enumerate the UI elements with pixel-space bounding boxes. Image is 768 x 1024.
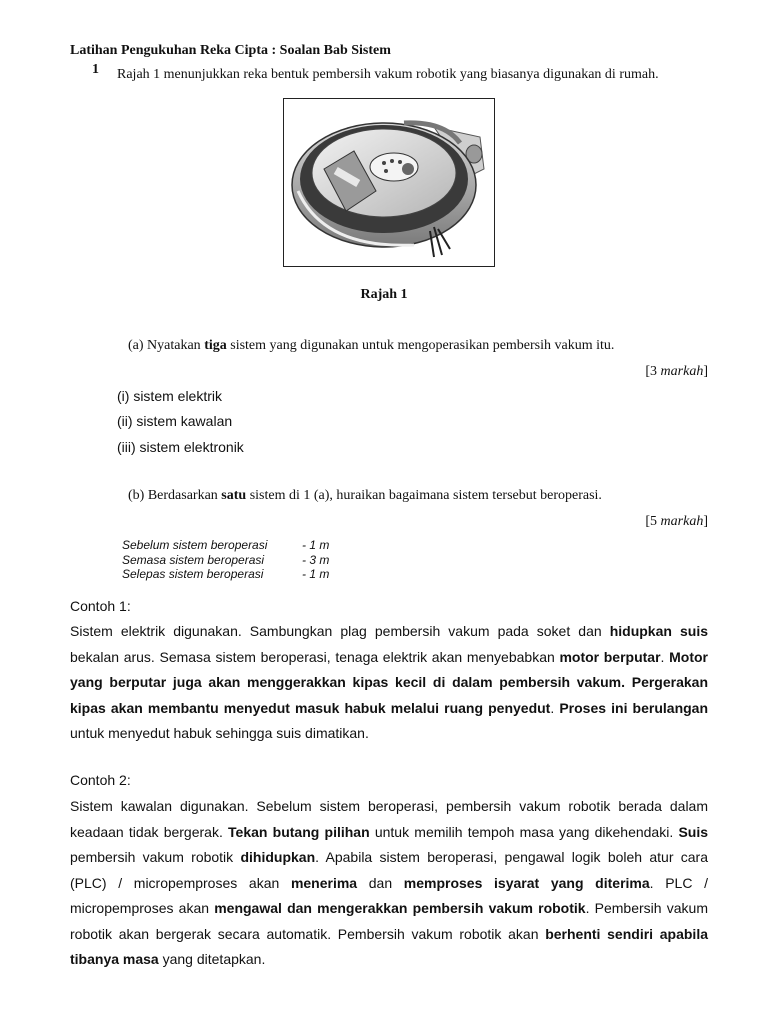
example-1-paragraph: [70, 619, 708, 747]
part-a-marks: [3 markah]: [645, 364, 708, 379]
bold-text: menerima: [290, 874, 358, 891]
question-number: 1: [92, 62, 99, 77]
bold-text: Motor yang berputar juga akan menggerakkan kipas kecil di dalam pembersih vakum. Pergerakan kipas akan membantu menyedut masuk habuk melalui ruang penyedut: [70, 648, 708, 716]
bold-text: Suis: [678, 823, 709, 840]
bold-text: mengawal dan mengerakkan pembersih vakum robotik: [214, 900, 586, 916]
text-segment: untuk memilih tempoh masa yang dikehendaki.: [369, 823, 679, 840]
guide-row: Semasa sistem beroperasi - 3 m: [122, 552, 330, 567]
example-2-heading: Contoh 2:: [70, 772, 131, 788]
text-segment: Sistem elektrik digunakan. Sambungkan plag pembersih vakum pada soket dan: [70, 623, 610, 639]
bold-text: hidupkan suis: [609, 623, 708, 639]
figure-frame: [283, 98, 495, 267]
page-title: Latihan Pengukuhan Reka Cipta : Soalan Bab Sistem: [70, 43, 391, 58]
example-1-heading: Contoh 1:: [70, 598, 131, 614]
text-segment: Sistem kawalan digunakan. Sebelum sistem beroperasi, pembersih vakum robotik berada dalam keadaan tidak bergerak.: [70, 798, 708, 840]
bold-text: motor berputar: [559, 648, 661, 665]
bold-text: Tekan butang pilihan: [228, 823, 370, 840]
answer-item: (iii) sistem elektronik: [117, 439, 244, 455]
text-segment: yang ditetapkan.: [158, 951, 266, 967]
part-b-question: (b) Berdasarkan satu sistem di 1 (a), huraikan bagaimana sistem tersebut beroperasi.: [128, 488, 602, 503]
text-segment: bekalan arus. Semasa sistem beroperasi, tenaga elektrik akan menyebabkan: [70, 648, 560, 665]
figure-caption: Rajah 1: [360, 287, 408, 302]
text-segment: untuk menyedut habuk sehingga suis dimatikan.: [70, 725, 369, 741]
text-segment: dan: [357, 874, 404, 891]
bold-text: Proses ini berulangan: [559, 699, 709, 716]
bold-text: dihidupkan: [240, 849, 316, 865]
text-segment: . Apabila sistem beroperasi, pengawal logik boleh atur cara (PLC) / micropemproses akan: [70, 849, 708, 891]
answer-item: (i) sistem elektrik: [117, 388, 223, 404]
guide-row: Sebelum sistem beroperasi - 1 m: [122, 538, 330, 552]
part-b-marks: [5 markah]: [645, 514, 708, 529]
robot-vacuum-image: [284, 99, 494, 266]
answer-item: (ii) sistem kawalan: [117, 413, 233, 429]
bold-text: memproses isyarat yang diterima: [403, 874, 650, 891]
guide-row: Selepas sistem beroperasi - 1 m: [122, 567, 330, 581]
example-2-paragraph: [70, 794, 708, 973]
text-segment: .: [550, 699, 560, 716]
marking-guide: [122, 538, 329, 582]
text-segment: .: [660, 648, 670, 665]
text-segment: . PLC / micropemproses akan: [70, 874, 708, 916]
part-a-question: (a) Nyatakan tiga sistem yang digunakan untuk mengoperasikan pembersih vakum itu.: [128, 338, 615, 353]
bold-text: berhenti sendiri apabila tibanya masa: [70, 925, 709, 967]
question-text: Rajah 1 menunjukkan reka bentuk pembersih vakum robotik yang biasanya digunakan di rumah.: [117, 67, 659, 82]
text-segment: . Pembersih vakum robotik akan bergerak secara automatik. Pembersih vakum robotik akan: [70, 900, 708, 942]
text-segment: pembersih vakum robotik: [70, 849, 241, 865]
